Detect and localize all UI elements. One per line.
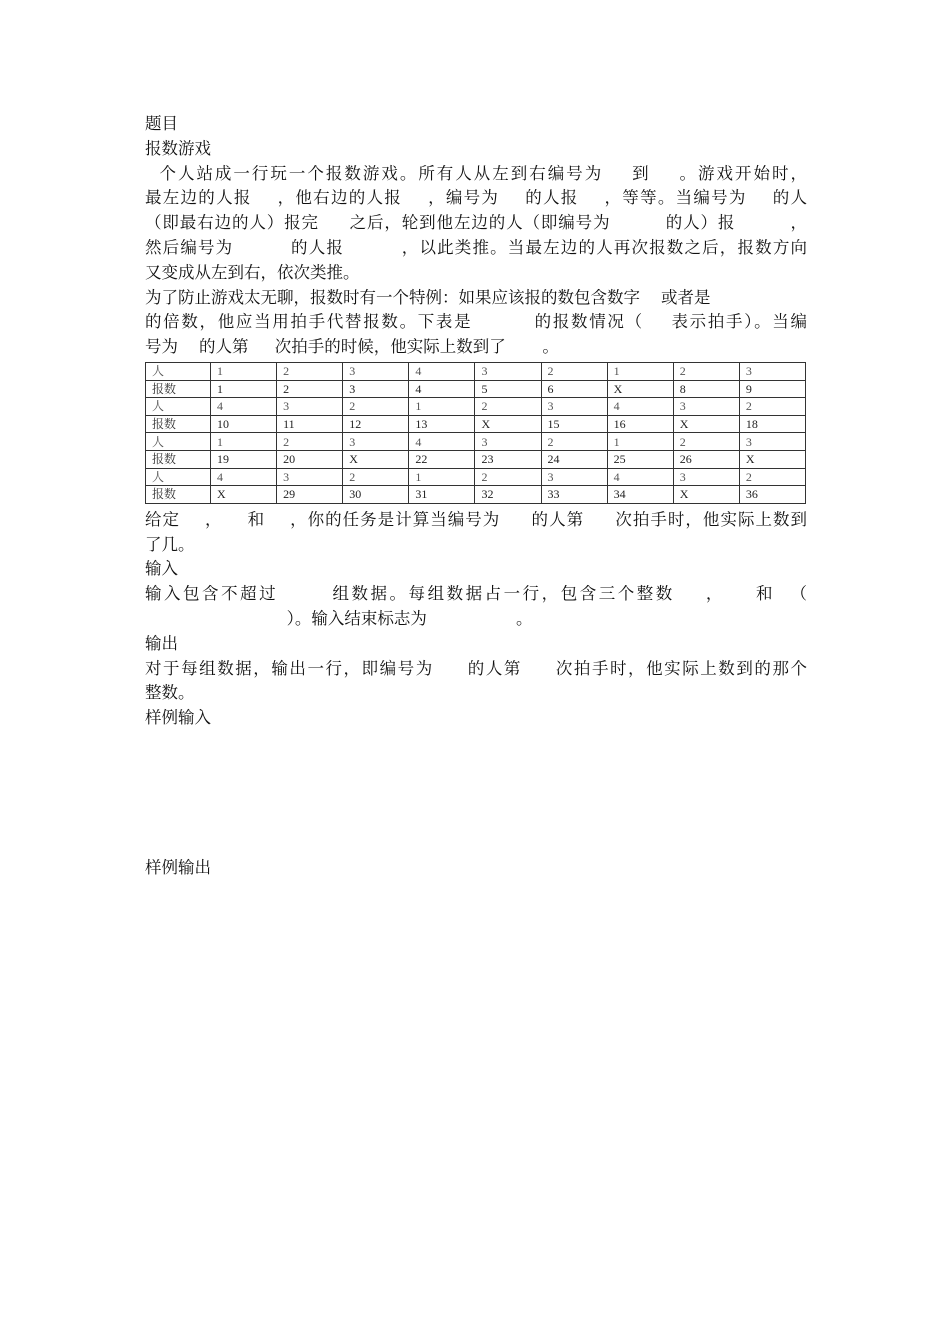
table-cell: 2 xyxy=(475,468,541,486)
table-row-header: 报数 xyxy=(146,450,211,468)
table-row-header: 人 xyxy=(146,362,211,380)
table-cell: X xyxy=(607,380,673,398)
description-line: 的倍数，他应当用拍手代替报数。下表是 的报数情况（ 表示拍手）。当编 xyxy=(145,312,807,332)
table-cell: 33 xyxy=(541,486,607,504)
table-cell: 3 xyxy=(343,380,409,398)
table-cell: 34 xyxy=(607,486,673,504)
table-cell: 3 xyxy=(343,362,409,380)
table-cell: 4 xyxy=(409,433,475,451)
input-line: ）。输入结束标志为 。 xyxy=(145,608,533,628)
table-cell: 2 xyxy=(475,398,541,416)
table-cell: 11 xyxy=(277,415,343,433)
table-row-header: 报数 xyxy=(146,380,211,398)
table-row xyxy=(146,433,806,451)
table-cell: 3 xyxy=(541,398,607,416)
table-cell: 3 xyxy=(277,398,343,416)
task-line: 了几。 xyxy=(145,534,195,554)
table-cell: X xyxy=(739,450,805,468)
table-cell: 6 xyxy=(541,380,607,398)
table-cell: 2 xyxy=(541,362,607,380)
table-cell: 1 xyxy=(409,468,475,486)
input-line: 输入包含不超过 组数据。每组数据占一行，包含三个整数 ， 和 （ xyxy=(145,584,807,604)
table-cell: 9 xyxy=(739,380,805,398)
table-cell: 2 xyxy=(739,468,805,486)
table-row xyxy=(146,468,806,486)
sample-input-block xyxy=(145,731,807,856)
description-line: 号为 的人第 次拍手的时候，他实际上数到了 。 xyxy=(145,337,559,357)
table-row xyxy=(146,450,806,468)
table-cell: 3 xyxy=(541,468,607,486)
table-cell: 4 xyxy=(607,468,673,486)
table-cell: 18 xyxy=(739,415,805,433)
table-cell: 29 xyxy=(277,486,343,504)
table-cell: X xyxy=(475,415,541,433)
description-line: （即最右边的人）报完 之后，轮到他左边的人（即编号为 的人）报 ， xyxy=(145,213,807,233)
table-cell: X xyxy=(343,450,409,468)
table-row-header: 人 xyxy=(146,398,211,416)
table-cell: 1 xyxy=(211,433,277,451)
description-line: 又变成从左到右，依次类推。 xyxy=(145,262,360,282)
description-line: 最左边的人报 ，他右边的人报 ，编号为 的人报 ，等等。当编号为 的人 xyxy=(145,188,807,208)
table-cell: 4 xyxy=(211,398,277,416)
table-cell: 4 xyxy=(409,380,475,398)
input-heading: 输入 xyxy=(145,559,178,579)
table-row-header: 报数 xyxy=(146,486,211,504)
table-cell: 3 xyxy=(277,468,343,486)
table-row xyxy=(146,362,806,380)
table-cell: X xyxy=(673,415,739,433)
table-row-header: 报数 xyxy=(146,415,211,433)
table-cell: 4 xyxy=(607,398,673,416)
table-cell: 12 xyxy=(343,415,409,433)
description-line: 个人站成一行玩一个报数游戏。所有人从左到右编号为 到 。游戏开始时， xyxy=(145,163,807,183)
table-cell: 19 xyxy=(211,450,277,468)
sample-output-heading: 样例输出 xyxy=(145,857,211,877)
table-cell: 1 xyxy=(211,362,277,380)
output-line: 整数。 xyxy=(145,683,195,703)
doc-title: 题目 xyxy=(145,114,178,133)
table-row xyxy=(146,380,806,398)
table-cell: 2 xyxy=(541,433,607,451)
table-cell: 2 xyxy=(277,362,343,380)
table-row xyxy=(146,486,806,504)
table-cell: 2 xyxy=(673,433,739,451)
table-cell: 2 xyxy=(343,398,409,416)
problem-name: 报数游戏 xyxy=(145,138,211,158)
table-cell: 4 xyxy=(409,362,475,380)
table-cell: 31 xyxy=(409,486,475,504)
table-cell: 2 xyxy=(277,380,343,398)
table-cell: 16 xyxy=(607,415,673,433)
table-cell: 2 xyxy=(739,398,805,416)
table-cell: 30 xyxy=(343,486,409,504)
table-cell: 13 xyxy=(409,415,475,433)
table-cell: 24 xyxy=(541,450,607,468)
table-cell: 10 xyxy=(211,415,277,433)
task-line: 给定 ， 和 ，你的任务是计算当编号为 的人第 次拍手时，他实际上数到 xyxy=(145,509,807,529)
table-cell: X xyxy=(211,486,277,504)
table-cell: 2 xyxy=(277,433,343,451)
table-row xyxy=(146,398,806,416)
table-cell: 26 xyxy=(673,450,739,468)
document-page xyxy=(145,112,807,881)
table-cell: 22 xyxy=(409,450,475,468)
table-row-header: 人 xyxy=(146,468,211,486)
table-cell: 3 xyxy=(739,433,805,451)
table-cell: 2 xyxy=(343,468,409,486)
table-cell: 1 xyxy=(607,433,673,451)
table-cell: 3 xyxy=(343,433,409,451)
table-cell: 20 xyxy=(277,450,343,468)
table-cell: 4 xyxy=(211,468,277,486)
table-cell: 8 xyxy=(673,380,739,398)
table-cell: 3 xyxy=(475,433,541,451)
sample-input-heading: 样例输入 xyxy=(145,708,211,728)
table-cell: 3 xyxy=(673,468,739,486)
table-row xyxy=(146,415,806,433)
table-cell: 32 xyxy=(475,486,541,504)
table-cell: 23 xyxy=(475,450,541,468)
problem-description xyxy=(145,162,807,360)
table-cell: X xyxy=(673,486,739,504)
output-heading: 输出 xyxy=(145,633,178,653)
table-cell: 1 xyxy=(607,362,673,380)
table-cell: 5 xyxy=(475,380,541,398)
description-line: 为了防止游戏太无聊，报数时有一个特例：如果应该报的数包含数字 或者是 xyxy=(145,287,711,307)
counting-table xyxy=(145,362,806,504)
description-line: 然后编号为 的人报 ，以此类推。当最左边的人再次报数之后，报数方向 xyxy=(145,237,807,257)
output-line: 对于每组数据，输出一行，即编号为 的人第 次拍手时，他实际上数到的那个 xyxy=(145,658,807,678)
table-row-header: 人 xyxy=(146,433,211,451)
table-cell: 15 xyxy=(541,415,607,433)
table-cell: 3 xyxy=(673,398,739,416)
table-cell: 2 xyxy=(673,362,739,380)
table-cell: 1 xyxy=(211,380,277,398)
table-cell: 3 xyxy=(739,362,805,380)
table-cell: 36 xyxy=(739,486,805,504)
table-cell: 3 xyxy=(475,362,541,380)
table-cell: 1 xyxy=(409,398,475,416)
table-cell: 25 xyxy=(607,450,673,468)
